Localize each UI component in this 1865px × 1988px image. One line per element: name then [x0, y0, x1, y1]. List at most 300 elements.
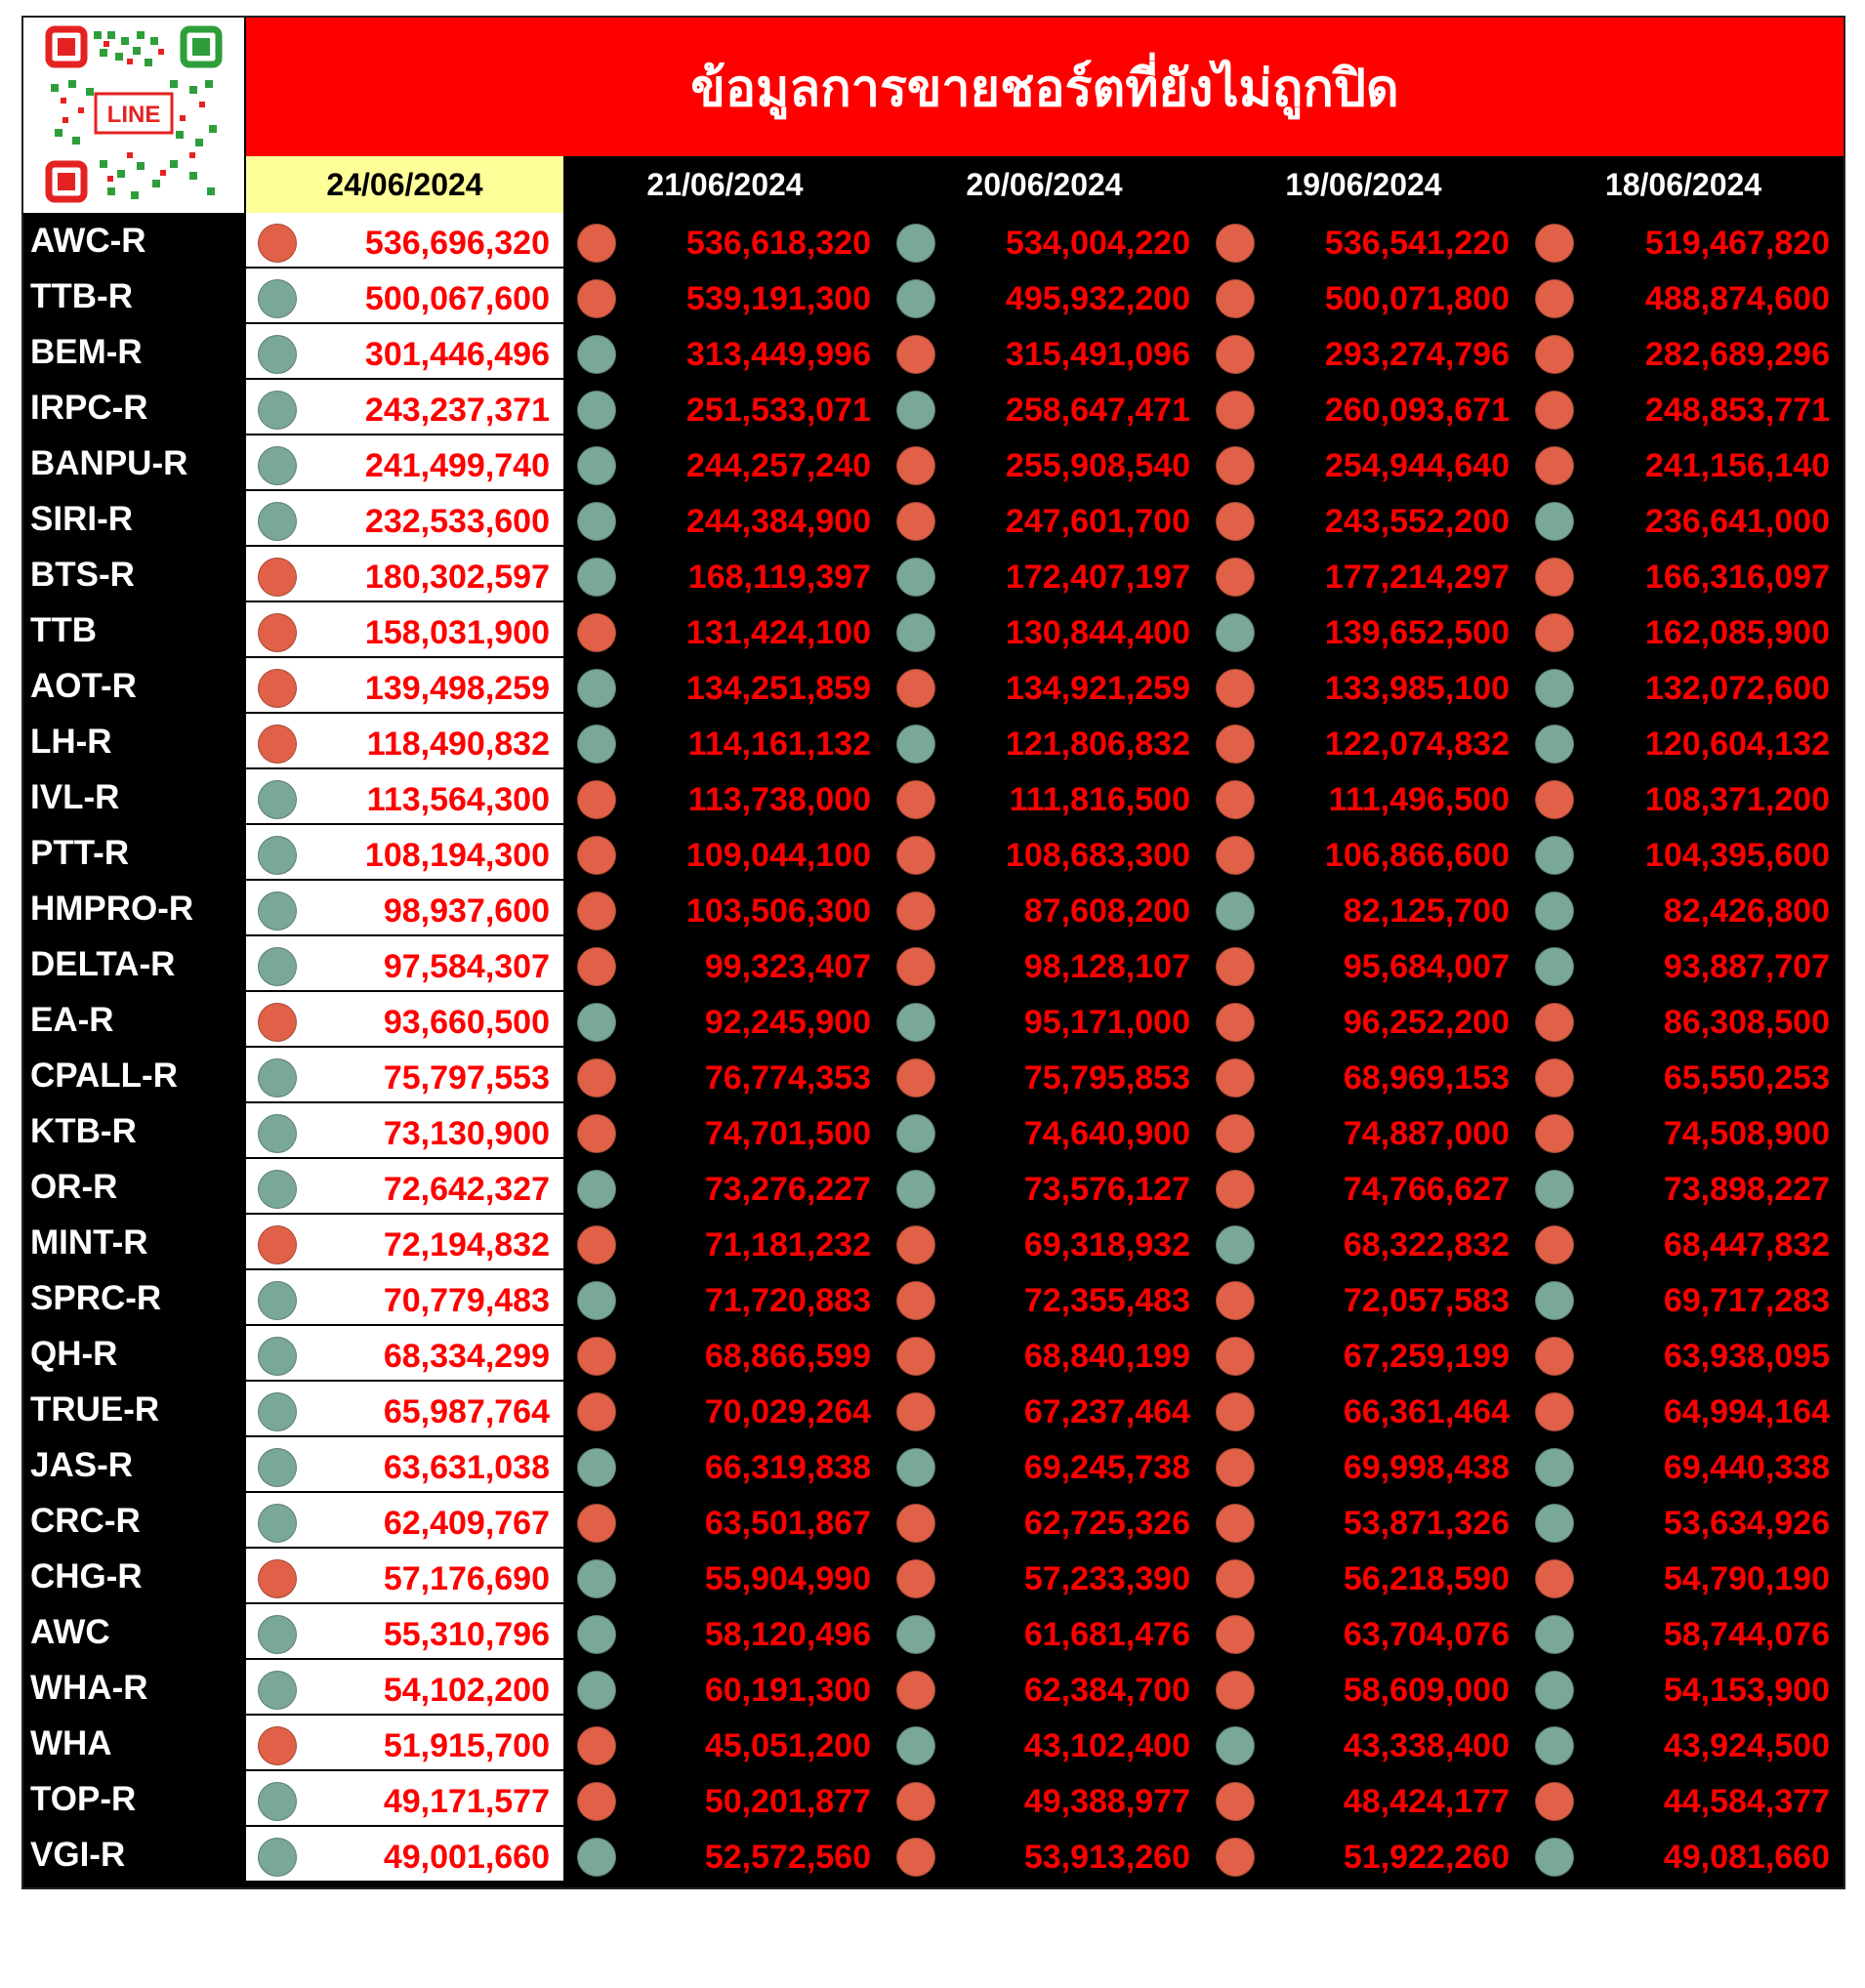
ticker-label: OR-R — [30, 1168, 118, 1206]
short-volume-value: 134,251,859 — [685, 670, 871, 707]
increase-dot-icon — [1535, 1782, 1574, 1821]
table-row — [23, 269, 1844, 324]
decrease-dot-icon — [1216, 613, 1255, 652]
ticker-label: IRPC-R — [30, 389, 148, 427]
increase-dot-icon — [577, 1225, 616, 1264]
decrease-dot-icon — [577, 1170, 616, 1209]
decrease-dot-icon — [258, 1392, 297, 1431]
table-cell — [1523, 1326, 1844, 1382]
table-cell — [246, 547, 563, 602]
ticker-label: IVL-R — [30, 778, 120, 816]
short-volume-value: 48,424,177 — [1343, 1783, 1510, 1820]
increase-dot-icon — [1216, 335, 1255, 374]
short-volume-value: 254,944,640 — [1324, 447, 1510, 484]
short-volume-value: 536,696,320 — [364, 225, 550, 262]
ticker-label: TTB-R — [30, 277, 133, 315]
short-volume-value: 293,274,796 — [1324, 336, 1510, 373]
table-row — [23, 1326, 1844, 1382]
table-cell — [246, 491, 563, 547]
short-volume-value: 53,634,926 — [1663, 1505, 1830, 1542]
table-cell — [246, 1215, 563, 1270]
short-volume-value: 74,766,627 — [1343, 1171, 1510, 1208]
table-cell — [246, 1048, 563, 1103]
short-volume-value: 97,584,307 — [383, 948, 550, 985]
table-cell — [565, 1604, 885, 1660]
table-cell — [246, 1382, 563, 1437]
short-volume-value: 43,338,400 — [1343, 1727, 1510, 1764]
short-volume-value: 96,252,200 — [1343, 1004, 1510, 1041]
short-volume-value: 63,501,867 — [704, 1505, 871, 1542]
increase-dot-icon — [896, 1838, 935, 1877]
short-volume-value: 133,985,100 — [1324, 670, 1510, 707]
table-row — [23, 714, 1844, 769]
increase-dot-icon — [1216, 391, 1255, 430]
short-volume-value: 43,102,400 — [1023, 1727, 1190, 1764]
increase-dot-icon — [1535, 780, 1574, 819]
short-volume-value: 73,898,227 — [1663, 1171, 1830, 1208]
table-cell — [246, 881, 563, 936]
short-volume-value: 539,191,300 — [685, 280, 871, 317]
table-cell — [1523, 1771, 1844, 1827]
short-volume-value: 58,609,000 — [1343, 1672, 1510, 1709]
ticker-label: TRUE-R — [30, 1390, 160, 1429]
decrease-dot-icon — [577, 1559, 616, 1598]
short-volume-value: 92,245,900 — [704, 1004, 871, 1041]
increase-dot-icon — [577, 279, 616, 318]
short-volume-value: 120,604,132 — [1644, 725, 1830, 763]
increase-dot-icon — [896, 1337, 935, 1376]
increase-dot-icon — [1216, 502, 1255, 541]
table-row — [23, 324, 1844, 380]
increase-dot-icon — [896, 1058, 935, 1098]
table-cell — [1523, 1159, 1844, 1215]
decrease-dot-icon — [1535, 1615, 1574, 1654]
short-volume-value: 68,840,199 — [1023, 1338, 1190, 1375]
short-volume-value: 162,085,900 — [1644, 614, 1830, 651]
short-volume-value: 130,844,400 — [1005, 614, 1190, 651]
table-cell — [885, 602, 1204, 658]
ticker-label: JAS-R — [30, 1446, 134, 1484]
short-volume-value: 177,214,297 — [1324, 559, 1510, 596]
short-volume-value: 139,652,500 — [1324, 614, 1510, 651]
decrease-dot-icon — [258, 1281, 297, 1320]
increase-dot-icon — [577, 1726, 616, 1765]
short-volume-value: 93,887,707 — [1663, 948, 1830, 985]
decrease-dot-icon — [258, 502, 297, 541]
decrease-dot-icon — [258, 279, 297, 318]
short-volume-value: 108,371,200 — [1644, 781, 1830, 818]
short-volume-value: 111,496,500 — [1328, 781, 1510, 818]
table-cell — [1204, 380, 1523, 435]
table-cell — [1204, 1827, 1523, 1883]
short-volume-value: 111,816,500 — [1009, 781, 1190, 818]
short-volume-value: 103,506,300 — [685, 892, 871, 930]
short-volume-value: 75,797,553 — [383, 1059, 550, 1097]
decrease-dot-icon — [1535, 669, 1574, 708]
table-cell — [1523, 1215, 1844, 1270]
qr-logo-text: LINE — [106, 102, 161, 128]
ticker-label: BTS-R — [30, 556, 135, 594]
decrease-dot-icon — [258, 391, 297, 430]
short-volume-value: 131,424,100 — [685, 614, 871, 651]
increase-dot-icon — [1216, 558, 1255, 597]
short-volume-value: 67,259,199 — [1343, 1338, 1510, 1375]
ticker-label: BANPU-R — [30, 444, 188, 482]
increase-dot-icon — [577, 1392, 616, 1431]
table-row — [23, 602, 1844, 658]
short-volume-value: 73,276,227 — [704, 1171, 871, 1208]
table-cell — [246, 1493, 563, 1549]
table-cell — [565, 1103, 885, 1159]
increase-dot-icon — [577, 224, 616, 263]
increase-dot-icon — [258, 725, 297, 764]
table-cell — [1523, 936, 1844, 992]
table-cell — [885, 380, 1204, 435]
decrease-dot-icon — [577, 1671, 616, 1710]
short-volume-value: 52,572,560 — [704, 1839, 871, 1876]
increase-dot-icon — [1535, 279, 1574, 318]
short-volume-value: 232,533,600 — [364, 503, 550, 540]
table-cell — [246, 1270, 563, 1326]
short-volume-value: 53,871,326 — [1343, 1505, 1510, 1542]
decrease-dot-icon — [577, 335, 616, 374]
decrease-dot-icon — [1535, 1726, 1574, 1765]
decrease-dot-icon — [1216, 1225, 1255, 1264]
increase-dot-icon — [577, 1782, 616, 1821]
table-cell — [1523, 491, 1844, 547]
table-cell — [1523, 1549, 1844, 1604]
short-volume-value: 66,319,838 — [704, 1449, 871, 1486]
increase-dot-icon — [1535, 613, 1574, 652]
decrease-dot-icon — [896, 224, 935, 263]
decrease-dot-icon — [258, 1448, 297, 1487]
decrease-dot-icon — [577, 558, 616, 597]
increase-dot-icon — [1216, 1114, 1255, 1153]
decrease-dot-icon — [1216, 1726, 1255, 1765]
decrease-dot-icon — [577, 502, 616, 541]
ticker-label: SPRC-R — [30, 1279, 162, 1317]
table-cell — [885, 1660, 1204, 1716]
short-volume-value: 68,866,599 — [704, 1338, 871, 1375]
ticker-label: CPALL-R — [30, 1056, 178, 1095]
short-volume-value: 66,361,464 — [1343, 1393, 1510, 1430]
short-volume-value: 108,683,300 — [1005, 837, 1190, 874]
table-cell — [885, 658, 1204, 714]
short-volume-value: 71,720,883 — [704, 1282, 871, 1319]
table-cell — [565, 714, 885, 769]
short-volume-value: 534,004,220 — [1005, 225, 1190, 262]
short-volume-value: 62,409,767 — [383, 1505, 550, 1542]
short-volume-value: 72,194,832 — [383, 1226, 550, 1263]
increase-dot-icon — [1535, 335, 1574, 374]
increase-dot-icon — [896, 1225, 935, 1264]
table-cell — [1204, 1159, 1523, 1215]
short-volume-value: 82,426,800 — [1663, 892, 1830, 930]
short-volume-value: 495,932,200 — [1005, 280, 1190, 317]
decrease-dot-icon — [258, 1114, 297, 1153]
short-sale-table — [21, 16, 1845, 1889]
increase-dot-icon — [1216, 1003, 1255, 1042]
ticker-label: WHA-R — [30, 1669, 148, 1707]
table-cell — [885, 1159, 1204, 1215]
table-cell — [565, 769, 885, 825]
table-cell — [1523, 881, 1844, 936]
short-volume-value: 74,640,900 — [1023, 1115, 1190, 1152]
table-cell — [565, 1716, 885, 1771]
table-cell — [246, 1159, 563, 1215]
table-cell — [246, 602, 563, 658]
increase-dot-icon — [258, 558, 297, 597]
short-volume-value: 49,081,660 — [1663, 1839, 1830, 1876]
short-volume-value: 113,738,000 — [687, 781, 871, 818]
decrease-dot-icon — [258, 1058, 297, 1098]
increase-dot-icon — [1216, 1504, 1255, 1543]
short-volume-value: 121,806,832 — [1005, 725, 1190, 763]
increase-dot-icon — [1216, 1559, 1255, 1598]
short-volume-value: 166,316,097 — [1644, 559, 1830, 596]
table-row — [23, 1771, 1844, 1827]
date-header-2: 20/06/2024 — [966, 166, 1123, 202]
table-cell — [565, 1771, 885, 1827]
short-volume-value: 93,660,500 — [383, 1004, 550, 1041]
decrease-dot-icon — [1535, 1838, 1574, 1877]
decrease-dot-icon — [896, 1170, 935, 1209]
short-volume-value: 68,334,299 — [383, 1338, 550, 1375]
short-volume-value: 98,937,600 — [383, 892, 550, 930]
increase-dot-icon — [258, 669, 297, 708]
table-cell — [565, 213, 885, 269]
decrease-dot-icon — [896, 279, 935, 318]
table-cell — [1204, 547, 1523, 602]
short-volume-value: 108,194,300 — [364, 837, 550, 874]
short-volume-value: 251,533,071 — [685, 392, 871, 429]
short-volume-value: 114,161,132 — [687, 725, 871, 763]
table-cell — [1523, 1382, 1844, 1437]
decrease-dot-icon — [1535, 725, 1574, 764]
table-cell — [1523, 1437, 1844, 1493]
table-cell — [885, 714, 1204, 769]
short-volume-value: 168,119,397 — [687, 559, 871, 596]
increase-dot-icon — [1535, 1003, 1574, 1042]
short-volume-value: 68,447,832 — [1663, 1226, 1830, 1263]
table-cell — [246, 1716, 563, 1771]
short-volume-value: 70,029,264 — [704, 1393, 871, 1430]
increase-dot-icon — [896, 335, 935, 374]
short-volume-value: 86,308,500 — [1663, 1004, 1830, 1041]
table-row — [23, 1103, 1844, 1159]
increase-dot-icon — [577, 613, 616, 652]
table-cell — [1523, 1493, 1844, 1549]
decrease-dot-icon — [896, 725, 935, 764]
increase-dot-icon — [896, 947, 935, 986]
short-volume-value: 82,125,700 — [1343, 892, 1510, 930]
increase-dot-icon — [577, 1337, 616, 1376]
decrease-dot-icon — [1535, 1170, 1574, 1209]
short-volume-value: 73,130,900 — [383, 1115, 550, 1152]
table-cell — [1204, 1771, 1523, 1827]
short-volume-value: 488,874,600 — [1644, 280, 1830, 317]
increase-dot-icon — [1216, 1337, 1255, 1376]
short-volume-value: 71,181,232 — [704, 1226, 871, 1263]
short-volume-value: 99,323,407 — [704, 948, 871, 985]
table-cell — [565, 1048, 885, 1103]
line-qr-code[interactable] — [23, 18, 246, 215]
ticker-label: MINT-R — [30, 1223, 148, 1262]
short-volume-value: 54,102,200 — [383, 1672, 550, 1709]
table-cell — [565, 1215, 885, 1270]
table-cell — [1204, 936, 1523, 992]
increase-dot-icon — [577, 1114, 616, 1153]
short-volume-value: 64,994,164 — [1663, 1393, 1830, 1430]
table-cell — [1523, 380, 1844, 435]
short-volume-value: 500,071,800 — [1324, 280, 1510, 317]
increase-dot-icon — [577, 1504, 616, 1543]
table-row — [23, 1493, 1844, 1549]
qr-code-icon — [43, 23, 225, 205]
table-cell — [565, 1382, 885, 1437]
decrease-dot-icon — [258, 1671, 297, 1710]
table-cell — [565, 825, 885, 881]
table-cell — [885, 936, 1204, 992]
table-cell — [1523, 1716, 1844, 1771]
increase-dot-icon — [1535, 1392, 1574, 1431]
table-cell — [565, 1827, 885, 1883]
table-row — [23, 491, 1844, 547]
short-volume-value: 63,938,095 — [1663, 1338, 1830, 1375]
short-volume-value: 69,245,738 — [1023, 1449, 1190, 1486]
short-volume-value: 53,913,260 — [1023, 1839, 1190, 1876]
short-volume-value: 87,608,200 — [1023, 892, 1190, 930]
increase-dot-icon — [1216, 780, 1255, 819]
short-volume-value: 104,395,600 — [1644, 837, 1830, 874]
table-cell — [246, 992, 563, 1048]
decrease-dot-icon — [258, 891, 297, 931]
table-cell — [246, 269, 563, 324]
decrease-dot-icon — [1535, 1504, 1574, 1543]
decrease-dot-icon — [577, 1615, 616, 1654]
short-volume-value: 134,921,259 — [1005, 670, 1190, 707]
ticker-label: WHA — [30, 1724, 112, 1762]
increase-dot-icon — [1216, 1281, 1255, 1320]
table-row — [23, 1159, 1844, 1215]
short-volume-value: 72,355,483 — [1023, 1282, 1190, 1319]
short-volume-value: 49,388,977 — [1023, 1783, 1190, 1820]
short-volume-value: 244,257,240 — [685, 447, 871, 484]
table-cell — [246, 213, 563, 269]
ticker-label: EA-R — [30, 1001, 114, 1039]
table-cell — [1523, 547, 1844, 602]
short-volume-value: 139,498,259 — [364, 670, 550, 707]
table-row — [23, 1604, 1844, 1660]
table-row — [23, 435, 1844, 491]
table-cell — [565, 658, 885, 714]
table-cell — [885, 1771, 1204, 1827]
decrease-dot-icon — [896, 558, 935, 597]
table-cell — [1204, 1215, 1523, 1270]
increase-dot-icon — [896, 1504, 935, 1543]
short-volume-value: 122,074,832 — [1324, 725, 1510, 763]
table-row — [23, 1270, 1844, 1326]
table-cell — [565, 936, 885, 992]
short-volume-value: 49,001,660 — [383, 1839, 550, 1876]
short-volume-value: 315,491,096 — [1005, 336, 1190, 373]
decrease-dot-icon — [577, 1281, 616, 1320]
date-header-4: 18/06/2024 — [1604, 166, 1762, 202]
table-cell — [885, 435, 1204, 491]
short-volume-value: 69,998,438 — [1343, 1449, 1510, 1486]
decrease-dot-icon — [896, 1114, 935, 1153]
table-cell — [885, 269, 1204, 324]
short-volume-value: 70,779,483 — [383, 1282, 550, 1319]
short-volume-value: 54,790,190 — [1663, 1560, 1830, 1597]
short-volume-value: 113,564,300 — [366, 781, 550, 818]
table-cell — [1204, 992, 1523, 1048]
table-cell — [1204, 1437, 1523, 1493]
decrease-dot-icon — [258, 335, 297, 374]
increase-dot-icon — [577, 1058, 616, 1098]
increase-dot-icon — [258, 1003, 297, 1042]
decrease-dot-icon — [577, 446, 616, 485]
table-cell — [565, 269, 885, 324]
table-cell — [246, 825, 563, 881]
short-volume-value: 536,541,220 — [1324, 225, 1510, 262]
decrease-dot-icon — [1535, 947, 1574, 986]
table-cell — [1523, 769, 1844, 825]
short-volume-value: 75,795,853 — [1023, 1059, 1190, 1097]
ticker-label: LH-R — [30, 723, 112, 761]
ticker-label: AWC-R — [30, 222, 146, 260]
short-volume-value: 313,449,996 — [685, 336, 871, 373]
decrease-dot-icon — [1535, 891, 1574, 931]
ticker-label: TOP-R — [30, 1780, 137, 1818]
short-volume-value: 56,218,590 — [1343, 1560, 1510, 1597]
ticker-label: QH-R — [30, 1335, 118, 1373]
table-cell — [885, 881, 1204, 936]
decrease-dot-icon — [258, 836, 297, 875]
short-volume-value: 241,156,140 — [1644, 447, 1830, 484]
short-volume-value: 74,701,500 — [704, 1115, 871, 1152]
ticker-label: CRC-R — [30, 1502, 141, 1540]
table-cell — [1204, 213, 1523, 269]
table-cell — [885, 992, 1204, 1048]
short-volume-value: 301,446,496 — [364, 336, 550, 373]
increase-dot-icon — [1535, 446, 1574, 485]
decrease-dot-icon — [577, 1448, 616, 1487]
table-cell — [1204, 714, 1523, 769]
short-volume-value: 172,407,197 — [1005, 559, 1190, 596]
increase-dot-icon — [1216, 1671, 1255, 1710]
decrease-dot-icon — [577, 391, 616, 430]
table-row — [23, 1437, 1844, 1493]
increase-dot-icon — [258, 1726, 297, 1765]
table-row — [23, 1215, 1844, 1270]
increase-dot-icon — [1535, 1058, 1574, 1098]
page-title: ข้อมูลการขายชอร์ตที่ยังไม่ถูกปิด — [246, 18, 1844, 156]
increase-dot-icon — [1216, 725, 1255, 764]
increase-dot-icon — [1216, 1448, 1255, 1487]
ticker-label: AOT-R — [30, 667, 137, 705]
table-cell — [246, 769, 563, 825]
decrease-dot-icon — [1535, 1671, 1574, 1710]
decrease-dot-icon — [258, 1615, 297, 1654]
table-cell — [565, 324, 885, 380]
increase-dot-icon — [896, 836, 935, 875]
short-volume-value: 98,128,107 — [1023, 948, 1190, 985]
table-cell — [565, 1549, 885, 1604]
increase-dot-icon — [896, 780, 935, 819]
increase-dot-icon — [1216, 1782, 1255, 1821]
decrease-dot-icon — [258, 1504, 297, 1543]
